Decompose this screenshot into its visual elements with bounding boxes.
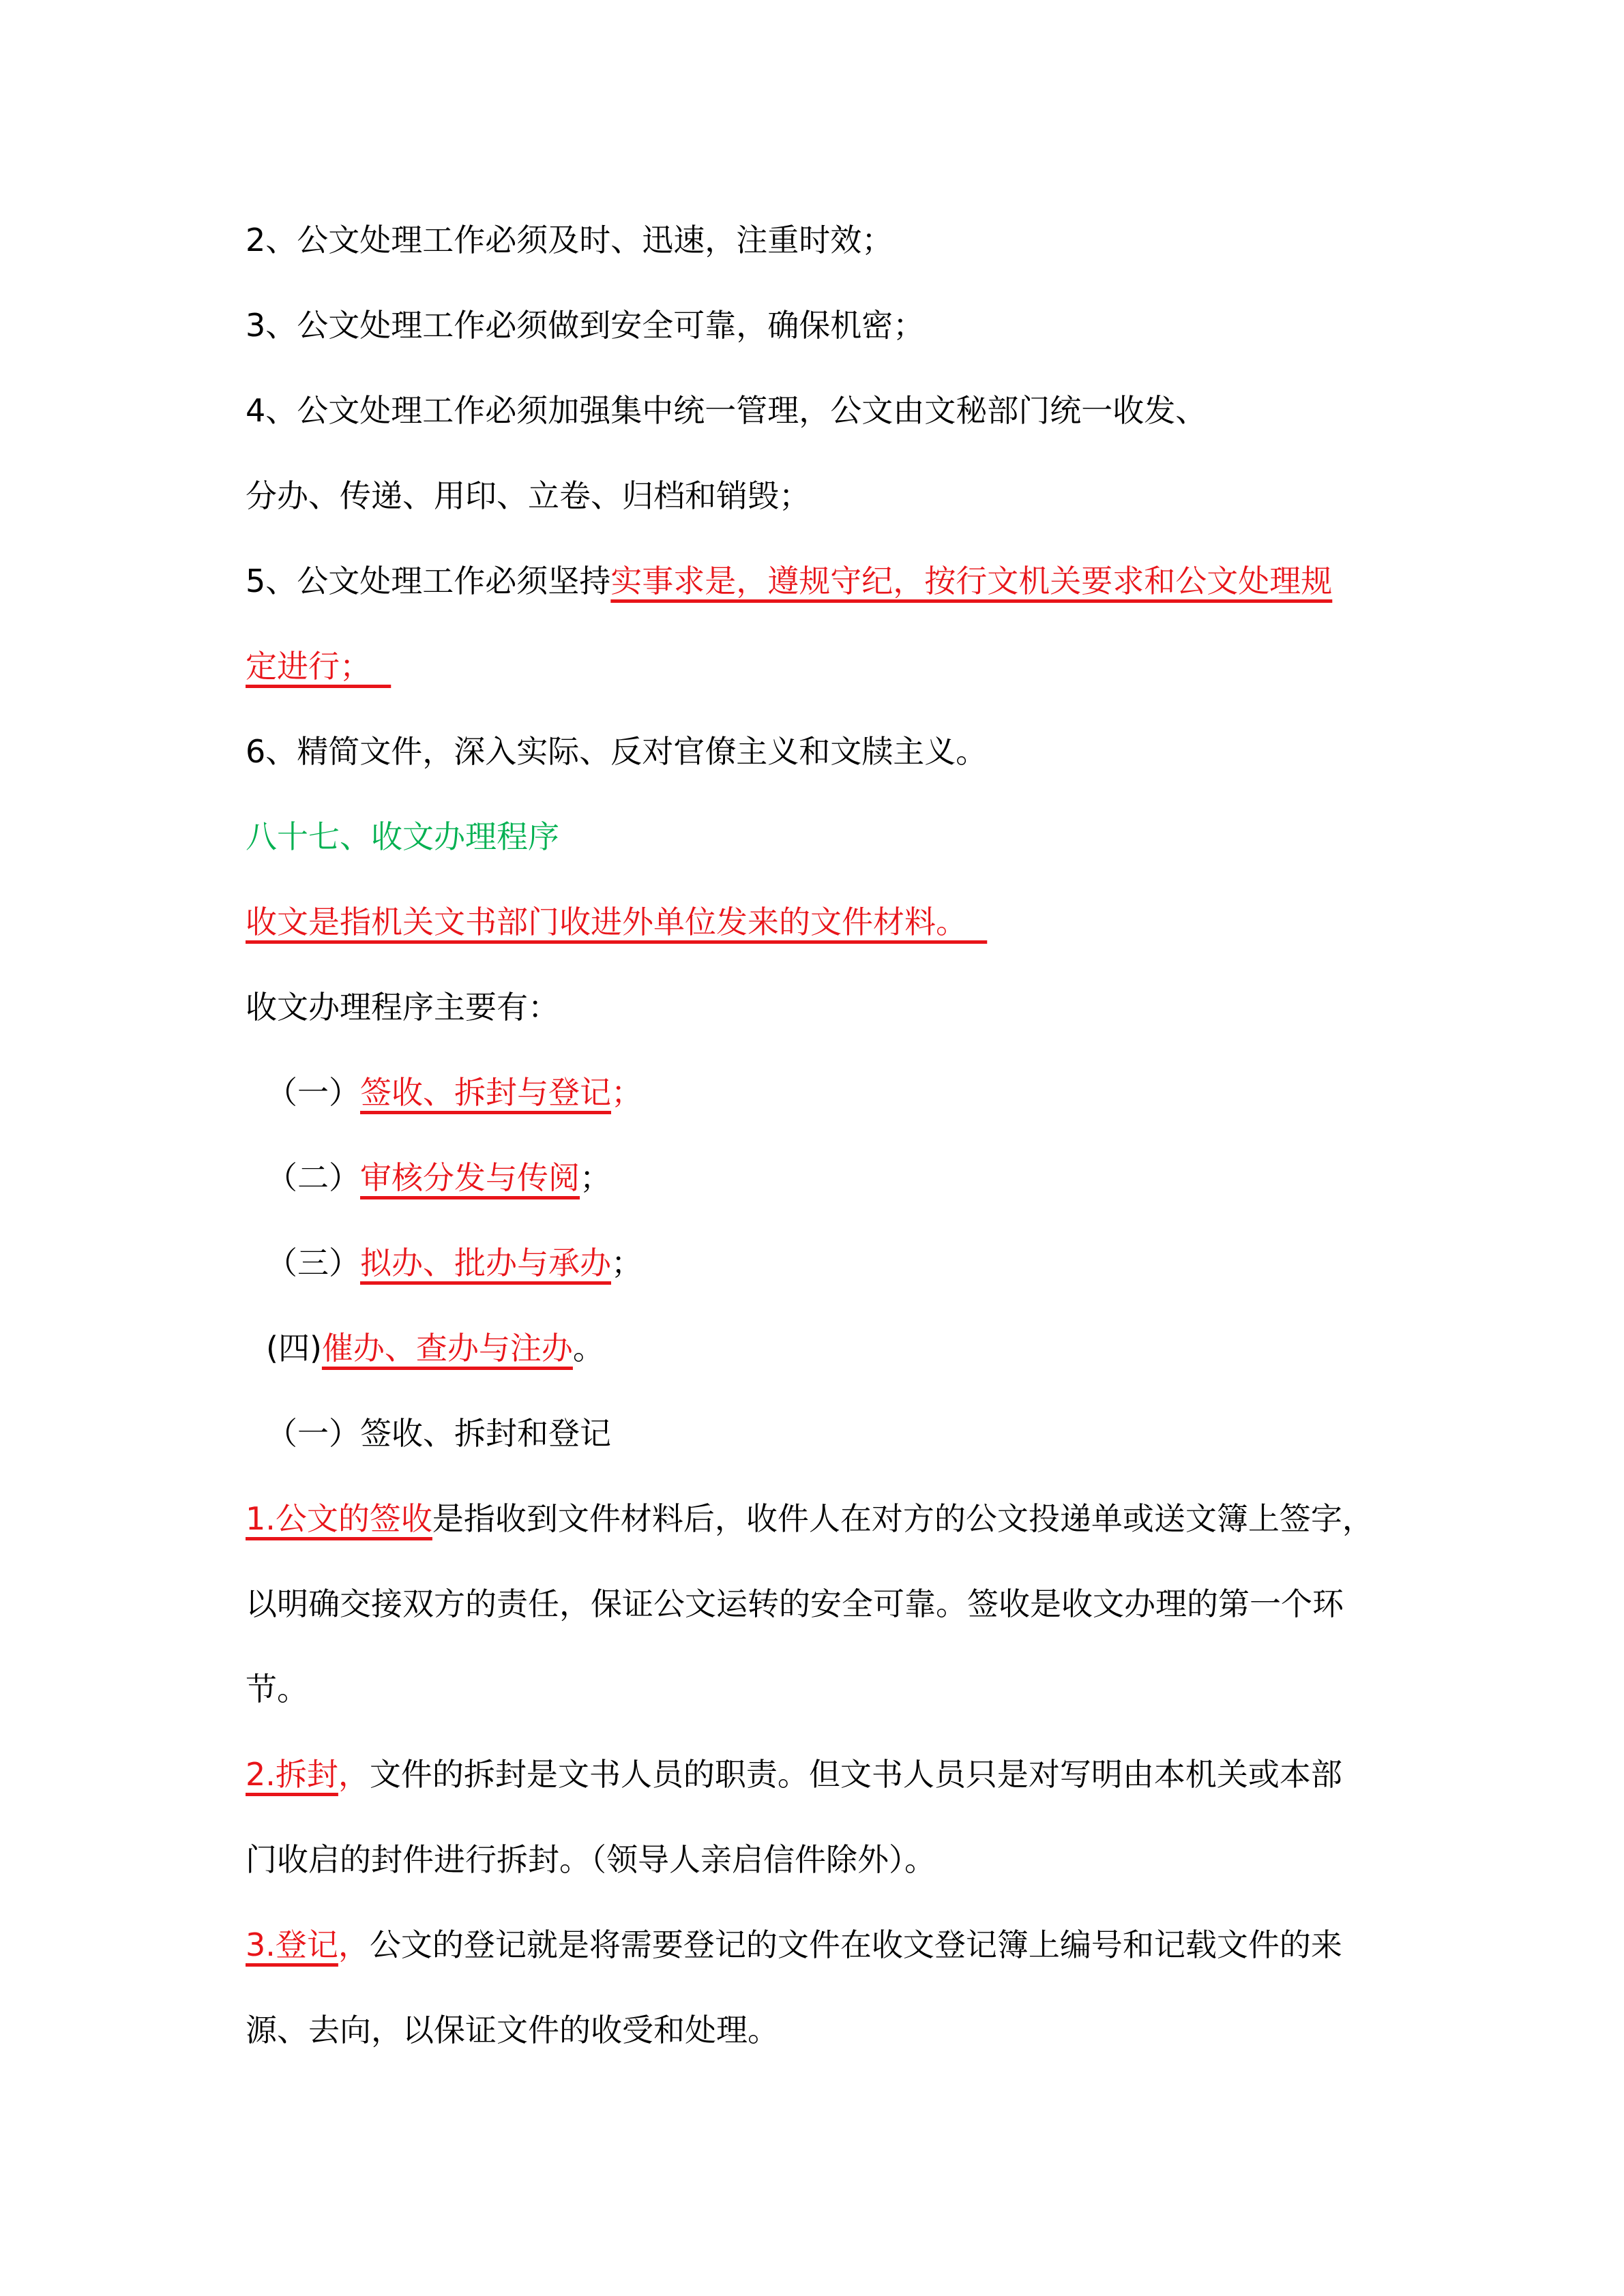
text-line (246, 198, 1529, 283)
underlined-text-segment: 拟办、批办与承办 (360, 1244, 611, 1281)
text-line (246, 1476, 1529, 1562)
text-segment: 2、公文处理工作必须及时、迅速，注重时效； (246, 222, 894, 258)
text-segment: 5、公文处理工作必须坚持 (246, 563, 611, 599)
text-line (246, 1562, 1529, 1647)
underlined-text-segment: 签收、拆封与登记 (360, 1074, 611, 1111)
text-segment: 八十七、收文办理程序 (246, 818, 559, 855)
text-segment: ； (611, 1074, 643, 1111)
text-line (246, 283, 1529, 368)
text-segment: 以明确交接双方的责任，保证公文运转的安全可靠。签收是收文办理的第一个环 (246, 1585, 1344, 1622)
text-line (246, 453, 1529, 539)
text-segment: ； (611, 1244, 643, 1281)
text-segment: 节。 (246, 1671, 308, 1708)
text-line (246, 1732, 1529, 1817)
text-segment: （一） (266, 1074, 360, 1111)
underlined-text-segment: 2.拆封 (246, 1756, 338, 1793)
underlined-text-segment: 催办、查办与注办 (321, 1330, 573, 1367)
text-line (246, 794, 1529, 880)
text-line (246, 1391, 1529, 1476)
text-line (246, 1050, 1529, 1135)
underlined-text-segment: 定进行； (246, 648, 392, 685)
text-segment: 是指收到文件材料后，收件人在对方的公文投递单或送文簿上签字， (432, 1500, 1374, 1537)
underlined-text-segment: 3.登记 (246, 1926, 338, 1963)
text-segment: 收文办理程序主要有： (246, 989, 559, 1026)
text-segment: ； (580, 1159, 611, 1196)
text-line (246, 368, 1529, 453)
underlined-text-segment: 实事求是，遵规守纪，按行文机关要求和公文处理规 (610, 563, 1333, 599)
text-line (246, 539, 1529, 624)
text-line (246, 965, 1529, 1050)
text-line (246, 1817, 1529, 1903)
text-line (246, 1903, 1529, 1988)
text-line (246, 709, 1529, 794)
text-segment: （一）签收、拆封和登记 (266, 1415, 611, 1452)
text-segment: （三） (266, 1244, 360, 1281)
text-line (246, 1647, 1529, 1732)
text-segment: 4、公文处理工作必须加强集中统一管理，公文由文秘部门统一收发、 (246, 392, 1207, 429)
text-line (246, 880, 1529, 965)
text-segment: ， (338, 1756, 370, 1793)
text-segment: 门收启的封件进行拆封。（领导人亲启信件除外）。 (246, 1841, 936, 1878)
text-segment: 分办、传递、用印、立卷、归档和销毁； (246, 477, 810, 514)
text-segment: (四) (266, 1330, 322, 1367)
text-line (246, 624, 1529, 709)
text-line (246, 1988, 1529, 2073)
text-segment: 公文的登记就是将需要登记的文件在收文登记簿上编号和记载文件的来 (369, 1926, 1342, 1963)
text-line (246, 1306, 1529, 1391)
text-segment: ， (338, 1926, 370, 1963)
text-segment: 。 (572, 1330, 604, 1367)
text-segment: （二） (266, 1159, 360, 1196)
underlined-text-segment: 审核分发与传阅 (360, 1159, 580, 1196)
text-segment: 6、精简文件，深入实际、反对官僚主义和文牍主义。 (246, 733, 988, 770)
text-segment: 3、公文处理工作必须做到安全可靠，确保机密； (246, 307, 925, 344)
text-segment: 源、去向，以保证文件的收受和处理。 (246, 2012, 779, 2048)
underlined-text-segment: 1.公文的签收 (246, 1500, 432, 1537)
text-line (246, 1221, 1529, 1306)
text-line (246, 1135, 1529, 1221)
text-segment: 文件的拆封是文书人员的职责。但文书人员只是对写明由本机关或本部 (369, 1756, 1342, 1793)
underlined-text-segment: 收文是指机关文书部门收进外单位发来的文件材料。 (246, 904, 988, 940)
